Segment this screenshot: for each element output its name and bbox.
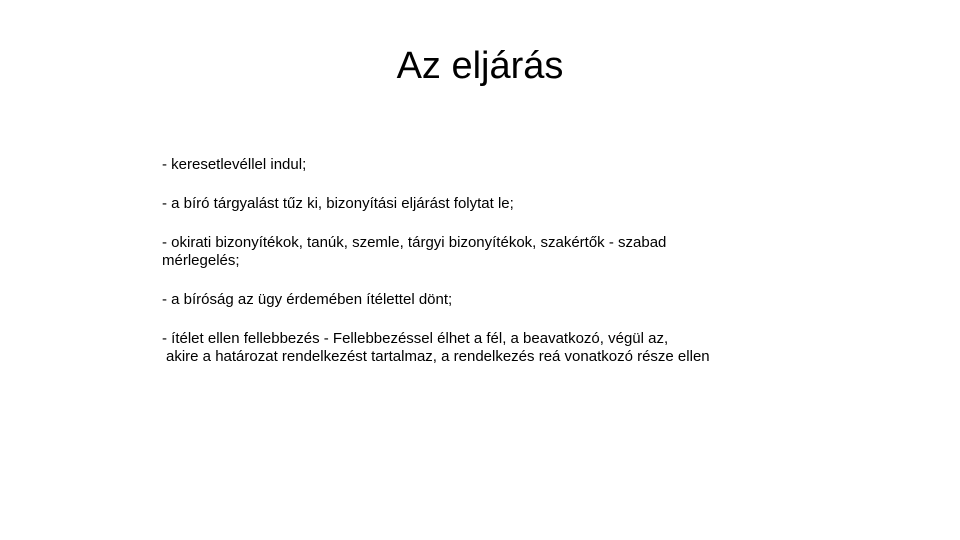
list-item-text: - a bíróság az ügy érdemében ítélettel dönt; <box>162 291 453 308</box>
list-item <box>162 234 802 270</box>
list-item-text: - a bíró tárgyalást tűz ki, bizonyítási eljárást folytat le; <box>162 195 514 212</box>
list-item <box>162 195 802 213</box>
list-item <box>162 156 802 174</box>
list-item-text: - okirati bizonyítékok, tanúk, szemle, tárgyi bizonyítékok, szakértők - szabad <box>162 234 667 251</box>
list-item-text: - keresetlevéllel indul; <box>162 156 307 173</box>
list-item-continuation: mérlegelés; <box>162 252 240 269</box>
list-item <box>162 291 802 309</box>
list-item <box>162 330 802 366</box>
list-item-text: - ítélet ellen fellebbezés - Fellebbezéssel élhet a fél, a beavatkozó, végül az, <box>162 330 669 347</box>
list-item-continuation: akire a határozat rendelkezést tartalmaz, a rendelkezés reá vonatkozó része ellen <box>166 348 710 365</box>
bullet-list <box>162 156 802 387</box>
slide-title: Az eljárás <box>396 45 564 87</box>
